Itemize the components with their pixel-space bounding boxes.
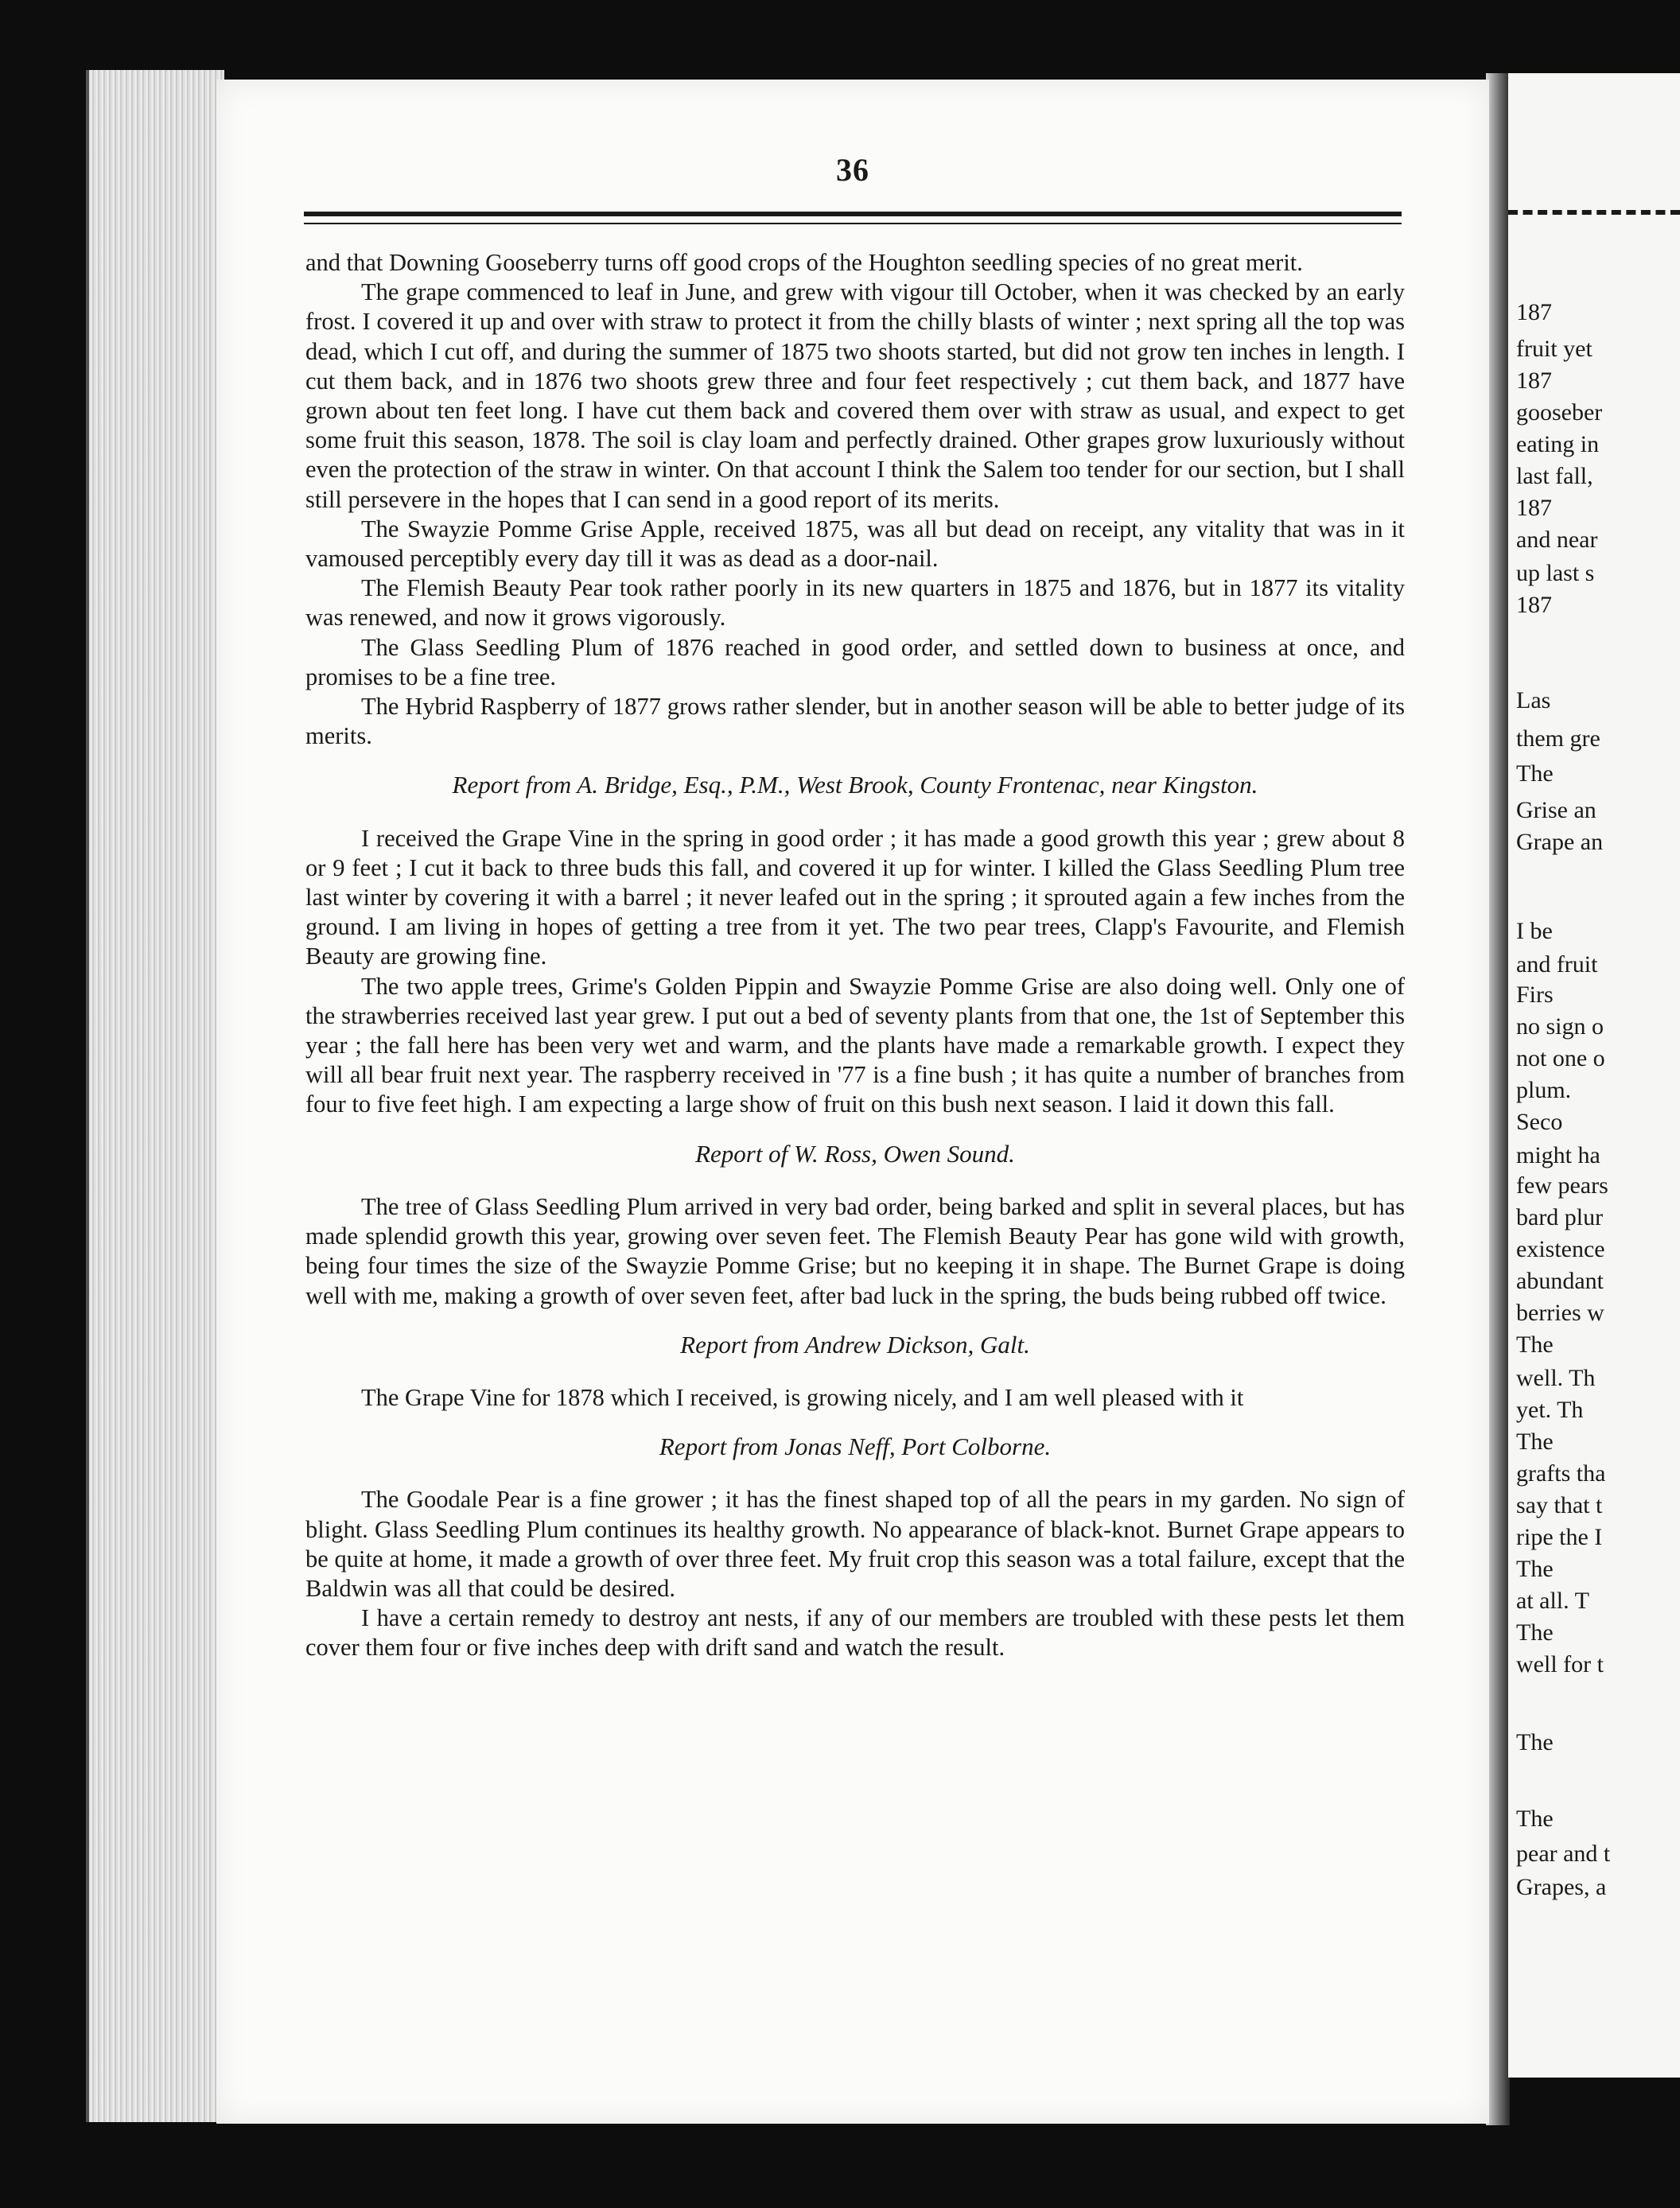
facing-page-fragment: bard plur: [1516, 1204, 1604, 1230]
facing-page-fragment: no sign o: [1516, 1013, 1604, 1040]
facing-page-fragment: 187: [1516, 367, 1552, 394]
facing-page-fragment: fruit yet: [1516, 336, 1592, 362]
facing-page-fragment: them gre: [1516, 725, 1600, 752]
facing-page-fragment: eating in: [1516, 431, 1600, 457]
facing-page-fragment: Grise an: [1516, 797, 1596, 823]
section-heading-bridge: Report from A. Bridge, Esq., P.M., West Brook, County Frontenac, near Kingston.: [452, 771, 1258, 799]
facing-page-fragment: say that t: [1516, 1492, 1603, 1518]
facing-page-fragment: 187: [1516, 592, 1552, 618]
paragraph: The tree of Glass Seedling Plum arrived in very bad order, being barked and split in several places, but has made splendid growth this year, growing over seven feet. The Flemish Beauty Pear has gone wild with growth, being four times the size of the Swayzie Pomme Grise; but no keeping it in shape. The Burnet Grape is doing well with me, making a growth of over seven feet, after bad luck in the spring, the buds being rubbed off twice.: [305, 1192, 1405, 1309]
page-number: 36: [836, 152, 869, 188]
book-gutter: [1486, 73, 1510, 2125]
facing-page-fragment: 187: [1516, 495, 1552, 521]
facing-page-fragment: plum.: [1516, 1077, 1572, 1103]
facing-page-fragment: not one o: [1516, 1045, 1605, 1071]
body-text: [305, 248, 1405, 1663]
facing-page-fragment: up last s: [1516, 560, 1595, 586]
section-heading-dickson: Report from Andrew Dickson, Galt.: [680, 1330, 1030, 1359]
facing-page-fragment: Grapes, a: [1516, 1874, 1607, 1900]
facing-page-fragment: and fruit: [1516, 951, 1598, 978]
facing-page-fragment: abundant: [1516, 1268, 1604, 1294]
facing-page-fragment: gooseber: [1516, 399, 1603, 426]
facing-page-fragment: I be: [1516, 918, 1553, 944]
facing-page-fragment: pear and t: [1516, 1841, 1611, 1867]
paragraph: The Flemish Beauty Pear took rather poorly in its new quarters in 1875 and 1876, but in 1877 its vitality was renewed, and now it grows vigorously.: [305, 574, 1405, 632]
paragraph: I received the Grape Vine in the spring in good order ; it has made a good growth this year ; grew about 8 or 9 feet ; I cut it back to three buds this fall, and covered it up for winter. I killed the Glass Seedling Plum tree last winter by covering it with a barrel ; it never leafed out in the spring ; it sprouted again a few inches from the ground. I am living in hopes of getting a tree from it yet. The two pear trees, Clapp's Favourite, and Flemish Beauty are growing fine.: [305, 824, 1405, 970]
facing-page-fragment: ripe the I: [1516, 1524, 1603, 1550]
facing-header-rule: [1508, 210, 1680, 215]
facing-page-fragment: existence: [1516, 1236, 1605, 1262]
facing-page-fragment: The: [1516, 1806, 1554, 1832]
facing-page-fragment: The: [1516, 1331, 1554, 1358]
paragraph: The two apple trees, Grime's Golden Pippin and Swayzie Pomme Grise are also doing well. Only one of the strawberries received last year grew. I put out a bed of seventy plants from that one, the 1st of September this year ; the fall here has been very wet and warm, and the plants have made a remarkable growth. I expect they will all bear fruit next year. The raspberry received in '77 is a fine bush ; it has quite a number of branches from four to five feet high. I am expecting a large show of fruit on this bush next season. I laid it down this fall.: [305, 972, 1405, 1118]
paragraph: The Hybrid Raspberry of 1877 grows rather slender, but in another season will be able to better judge of its merits.: [305, 693, 1405, 750]
facing-page-fragment: last fall,: [1516, 463, 1593, 489]
facing-page-fragment: well. Th: [1516, 1365, 1596, 1391]
paragraph: The Goodale Pear is a fine grower ; it has the finest shaped top of all the pears in my garden. No sign of blight. Glass Seedling Plum continues its healthy growth. No appearance of black-knot. Burnet Grape appears to be quite at home, it made a growth of over three feet. My fruit crop this season was a total failure, except that the Baldwin was all that could be desired.: [305, 1486, 1405, 1602]
facing-page-fragment: well for t: [1516, 1651, 1604, 1677]
facing-page-fragment: grafts tha: [1516, 1460, 1606, 1487]
paragraph: The Glass Seedling Plum of 1876 reached in good order, and settled down to business at once, and promises to be a fine tree.: [305, 633, 1405, 690]
header-rule-thin: [304, 223, 1402, 224]
paragraph: The grape commenced to leaf in June, and grew with vigour till October, when it was checked by an early frost. I covered it up and over with straw to protect it from the chilly blasts of winter ; next spring all the top was dead, which I cut off, and during the summer of 1875 two shoots started, but did not grow ten inches in length. I cut them back, and in 1876 two shoots grew three and four feet respectively ; cut them back, and 1877 have grown about ten feet long. I have cut them back and covered them over with straw as usual, and expect to get some fruit this season, 1878. The soil is clay loam and perfectly drained. Other grapes grow luxuriously without even the protection of the straw in winter. On that account I think the Salem too tender for our section, but I shall still persevere in the hopes that I can send in a good report of its merits.: [305, 278, 1405, 513]
paragraph: I have a certain remedy to destroy ant nests, if any of our members are troubled with these pests let them cover them four or five inches deep with drift sand and watch the result.: [305, 1604, 1405, 1662]
facing-page-fragment: Grape an: [1516, 829, 1604, 855]
header-rule-thick: [304, 212, 1402, 216]
facing-page-fragment: Seco: [1516, 1109, 1563, 1135]
paragraph: The Grape Vine for 1878 which I received, is growing nicely, and I am well pleased with it: [361, 1383, 1244, 1411]
facing-page-fragment: The: [1516, 1429, 1554, 1455]
facing-page-fragment: The: [1516, 1619, 1554, 1646]
facing-page-fragment: might ha: [1516, 1142, 1600, 1168]
facing-page-fragment: Firs: [1516, 982, 1554, 1008]
facing-page-fragment: 187: [1516, 299, 1552, 325]
section-heading-ross: Report of W. Ross, Owen Sound.: [695, 1139, 1015, 1168]
facing-page-fragment: The: [1516, 1729, 1554, 1755]
facing-page-fragment: at all. T: [1516, 1588, 1589, 1614]
facing-page-fragment: yet. Th: [1516, 1397, 1584, 1423]
facing-page-fragment: few pears: [1516, 1172, 1608, 1199]
section-heading-neff: Report from Jonas Neff, Port Colborne.: [659, 1432, 1052, 1461]
facing-page-fragment: The: [1516, 1556, 1554, 1582]
paragraph: The Swayzie Pomme Grise Apple, received 1875, was all but dead on receipt, any vitality that was in it vamoused perceptibly every day till it was as dead as a door-nail.: [305, 515, 1405, 573]
paragraph: and that Downing Gooseberry turns off good crops of the Houghton seedling species of no great merit.: [305, 249, 1303, 276]
facing-page-fragment: and near: [1516, 527, 1598, 553]
facing-page: [1508, 73, 1680, 2078]
book-page-edges: [86, 70, 224, 2122]
facing-page-fragment: The: [1516, 760, 1554, 787]
facing-page-fragment: berries w: [1516, 1300, 1604, 1326]
facing-page-fragment: Las: [1516, 687, 1551, 713]
book-page: [216, 80, 1489, 2124]
